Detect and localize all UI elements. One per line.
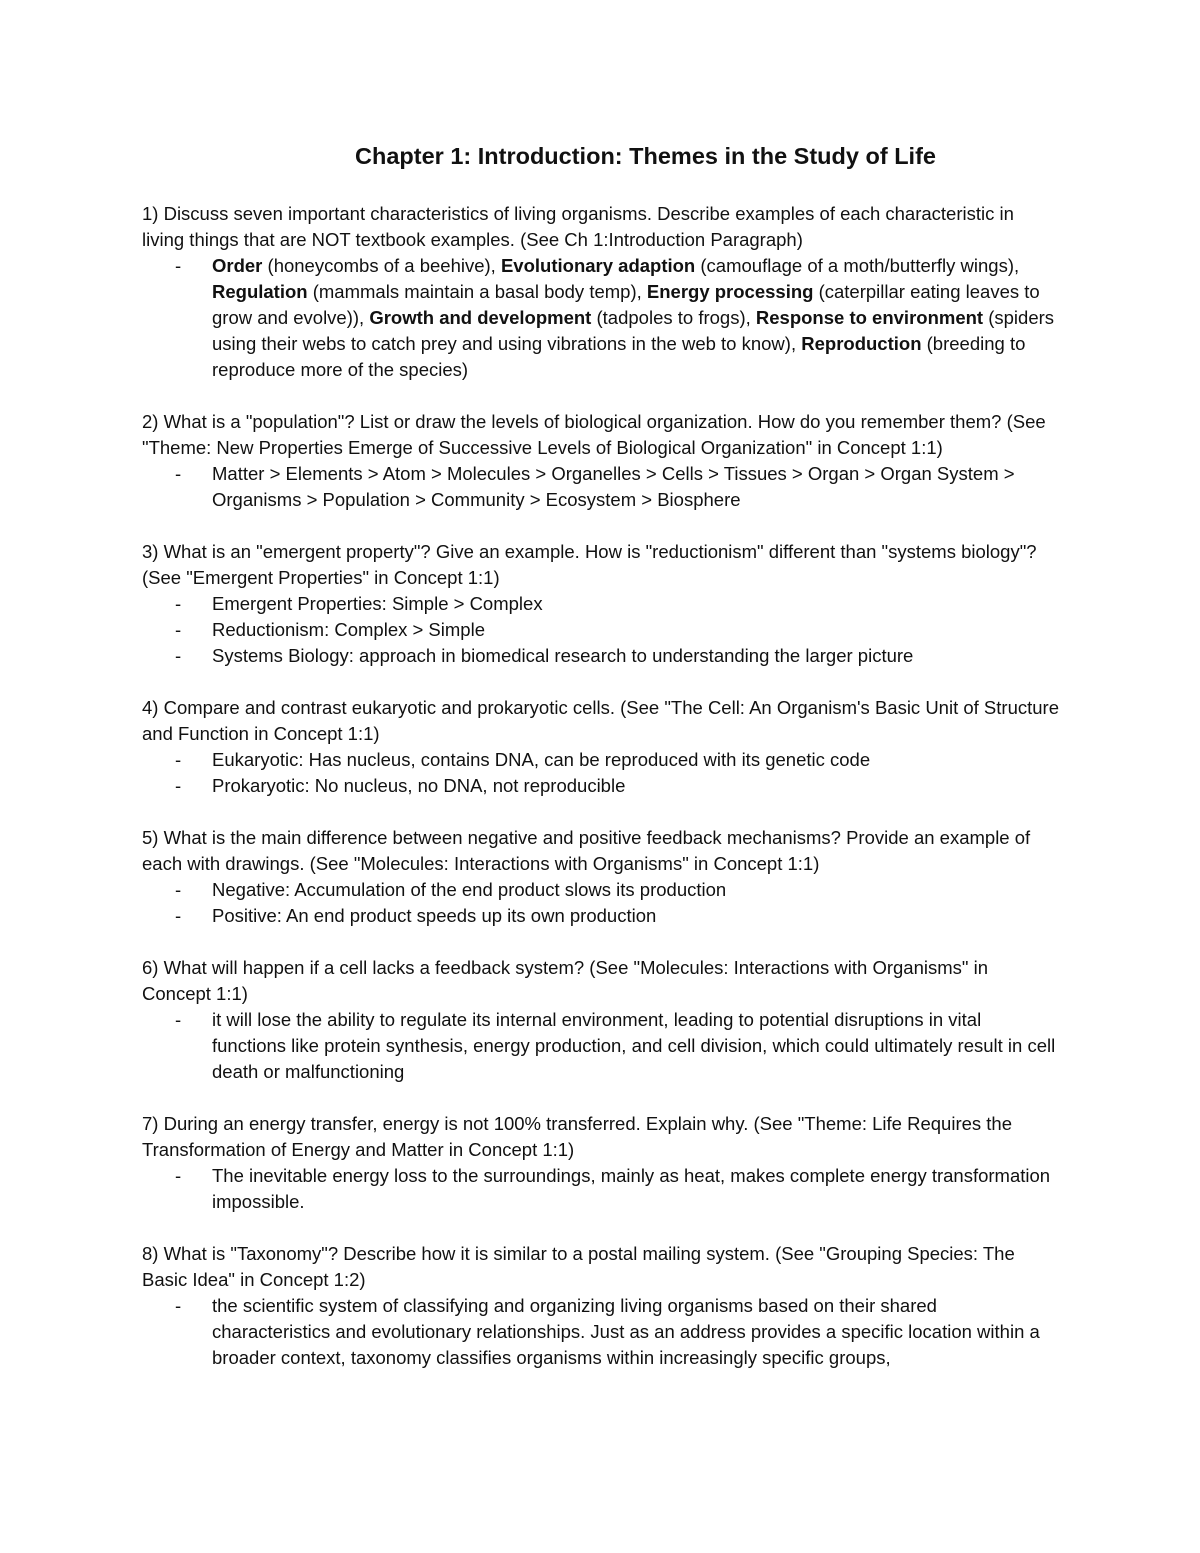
term-response-to-environment: Response to environment [755, 307, 984, 328]
answer-text [212, 255, 1054, 380]
term-regulation: Regulation [212, 281, 308, 302]
term-evolutionary-adaption: Evolutionary adaption [500, 255, 696, 276]
question-block-4 [142, 695, 1060, 799]
answer-item [142, 643, 1060, 669]
question-4: 4) Compare and contrast eukaryotic and prokaryotic cells. (See "The Cell: An Organism's Basic Unit of Structure and Function in Concept 1:1) [142, 697, 1059, 744]
answer-list-1 [142, 253, 1060, 383]
answer-list-2 [142, 461, 1060, 513]
answer-text: Emergent Properties: Simple > Complex [212, 593, 543, 614]
answer-list-5 [142, 877, 1060, 929]
term-growth-and-development: Growth and development [369, 307, 592, 328]
answer-list-4 [142, 747, 1060, 799]
bullet-dash: - [175, 255, 182, 276]
answer-text: Matter > Elements > Atom > Molecules > Organelles > Cells > Tissues > Organ > Organ System > Organisms > Population > Community > Ecosystem > Biosphere [212, 463, 1015, 510]
bullet-dash: - [175, 645, 182, 666]
answer-text: Systems Biology: approach in biomedical research to understanding the larger picture [212, 645, 914, 666]
page-title: Chapter 1: Introduction: Themes in the Study of Life [355, 143, 936, 169]
question-block-1 [142, 201, 1060, 383]
bullet-dash: - [175, 775, 182, 796]
term-desc: (spiders using their webs to catch prey and using vibrations in the web to know), [212, 307, 1055, 354]
bullet-dash: - [175, 463, 182, 484]
question-1: 1) Discuss seven important characteristics of living organisms. Describe examples of each characteristic in living things that are NOT textbook examples. (See Ch 1:Introduction Paragraph) [142, 203, 1014, 250]
question-block-6 [142, 955, 1060, 1085]
answer-item [142, 747, 1060, 773]
answer-item [142, 773, 1060, 799]
bullet-dash: - [175, 1165, 182, 1186]
term-desc: (camouflage of a moth/butterfly wings), [695, 255, 1020, 276]
answer-list-3 [142, 591, 1060, 669]
question-block-7 [142, 1111, 1060, 1215]
term-desc: (caterpillar eating leaves to grow and evolve)), [212, 281, 1040, 328]
term-order: Order [212, 255, 263, 276]
bullet-dash: - [175, 1295, 182, 1316]
bullet-dash: - [175, 593, 182, 614]
answer-text: it will lose the ability to regulate its internal environment, leading to potential disruptions in vital functions like protein synthesis, energy production, and cell division, which could ultimately result in cell death or malfunctioning [212, 1009, 1056, 1082]
question-6: 6) What will happen if a cell lacks a feedback system? (See "Molecules: Interactions with Organisms" in Concept 1:1) [142, 957, 988, 1004]
answer-text: Positive: An end product speeds up its own production [212, 905, 657, 926]
answer-item [142, 903, 1060, 929]
bullet-dash: - [175, 905, 182, 926]
question-block-2 [142, 409, 1060, 513]
answer-item [142, 877, 1060, 903]
answer-text: The inevitable energy loss to the surroundings, mainly as heat, makes complete energy transformation impossible. [212, 1165, 1051, 1212]
answer-item [142, 617, 1060, 643]
answer-text: Eukaryotic: Has nucleus, contains DNA, can be reproduced with its genetic code [212, 749, 871, 770]
question-5: 5) What is the main difference between negative and positive feedback mechanisms? Provide an example of each with drawings. (See "Molecules: Interactions with Organisms" in Concept 1:1) [142, 827, 1031, 874]
bullet-dash: - [175, 879, 182, 900]
question-block-8 [142, 1241, 1060, 1371]
bullet-dash: - [175, 619, 182, 640]
question-7: 7) During an energy transfer, energy is not 100% transferred. Explain why. (See "Theme: Life Requires the Transformation of Energy and Matter in Concept 1:1) [142, 1113, 1013, 1160]
question-8: 8) What is "Taxonomy"? Describe how it is similar to a postal mailing system. (See "Grouping Species: The Basic Idea" in Concept 1:2) [142, 1243, 1015, 1290]
term-energy-processing: Energy processing [646, 281, 814, 302]
term-desc: (breeding to reproduce more of the species) [212, 333, 1026, 380]
answer-text: Prokaryotic: No nucleus, no DNA, not reproducible [212, 775, 626, 796]
answer-item [142, 1007, 1060, 1085]
answer-text: Reductionism: Complex > Simple [212, 619, 485, 640]
answer-item [142, 461, 1060, 513]
question-2: 2) What is a "population"? List or draw the levels of biological organization. How do you remember them? (See "Theme: New Properties Emerge of Successive Levels of Biological Organization" in Concept 1:1) [142, 411, 1046, 458]
answer-item [142, 253, 1060, 383]
term-reproduction: Reproduction [801, 333, 922, 354]
answer-list-7 [142, 1163, 1060, 1215]
term-desc: (honeycombs of a beehive), [262, 255, 501, 276]
question-3: 3) What is an "emergent property"? Give an example. How is "reductionism" different than "systems biology"? (See "Emergent Properties" in Concept 1:1) [142, 541, 1037, 588]
answer-list-6 [142, 1007, 1060, 1085]
question-block-5 [142, 825, 1060, 929]
answer-text: Negative: Accumulation of the end product slows its production [212, 879, 727, 900]
answer-item [142, 591, 1060, 617]
term-desc: (tadpoles to frogs), [591, 307, 756, 328]
question-block-3 [142, 539, 1060, 669]
bullet-dash: - [175, 749, 182, 770]
term-desc: (mammals maintain a basal body temp), [307, 281, 647, 302]
answer-item [142, 1293, 1060, 1371]
answer-list-8 [142, 1293, 1060, 1371]
answer-item [142, 1163, 1060, 1215]
answer-text: the scientific system of classifying and organizing living organisms based on their shared characteristics and evolutionary relationships. Just as an address provides a specific location within a broader context, taxonomy classifies organisms within increasingly specific groups, [212, 1295, 1040, 1368]
bullet-dash: - [175, 1009, 182, 1030]
